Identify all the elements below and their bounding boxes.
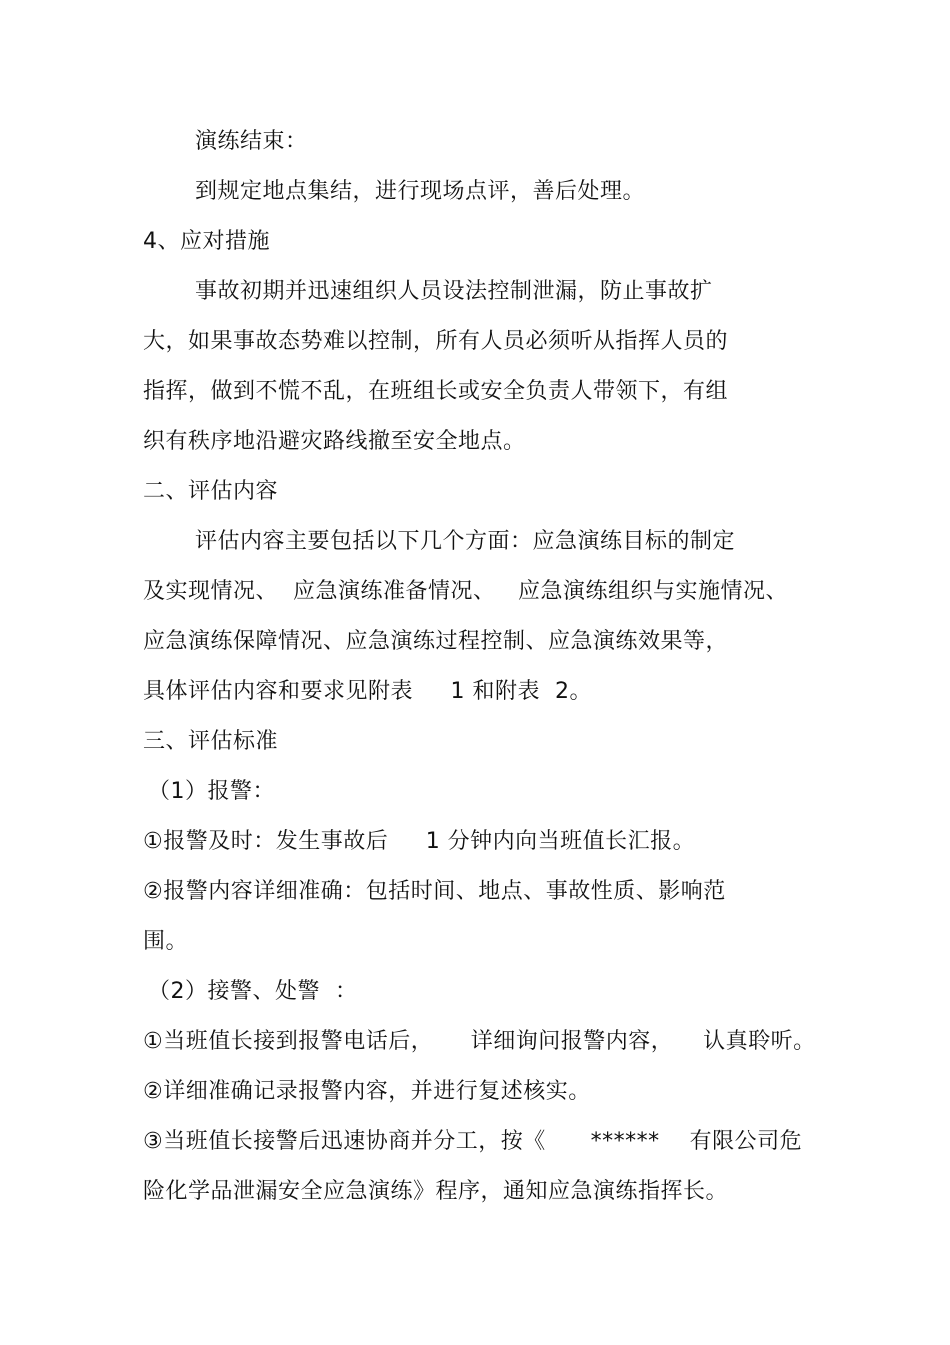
list-item: ②报警内容详细准确：包括时间、地点、事故性质、影响范 <box>143 879 726 904</box>
list-item: ①报警及时：发生事故后 1 分钟内向当班值长汇报。 <box>143 829 696 854</box>
paragraph-line: 应急演练保障情况、应急演练过程控制、应急演练效果等， <box>143 629 729 654</box>
paragraph-line: 具体评估内容和要求见附表 1 和附表 2。 <box>143 679 592 704</box>
section-heading: 二、评估内容 <box>143 479 279 504</box>
paragraph-line: 及实现情况、 应急演练准备情况、 应急演练组织与实施情况、 <box>143 579 788 604</box>
section-heading: 三、评估标准 <box>143 729 279 754</box>
paragraph-line: 大，如果事故态势难以控制，所有人员必须听从指挥人员的 <box>143 329 729 354</box>
list-item: ②详细准确记录报警内容，并进行复述核实。 <box>143 1079 591 1104</box>
paragraph-line: 到规定地点集结，进行现场点评，善后处理。 <box>195 179 646 204</box>
subsection-heading: （2）接警、处警 ： <box>148 979 358 1004</box>
paragraph-line: 织有秩序地沿避灾路线撤至安全地点。 <box>143 429 526 454</box>
list-item-continuation: 险化学品泄漏安全应急演练》程序，通知应急演练指挥长。 <box>143 1179 729 1204</box>
list-item: ③当班值长接警后迅速协商并分工，按《 ****** 有限公司危 <box>143 1129 803 1154</box>
paragraph-line: 事故初期并迅速组织人员设法控制泄漏，防止事故扩 <box>195 279 713 304</box>
subsection-heading: （1）报警： <box>148 779 275 804</box>
list-item: ①当班值长接到报警电话后， 详细询问报警内容， 认真聆听。 <box>143 1029 816 1054</box>
paragraph-line: 评估内容主要包括以下几个方面：应急演练目标的制定 <box>195 529 736 554</box>
paragraph-line: 指挥，做到不慌不乱，在班组长或安全负责人带领下，有组 <box>143 379 729 404</box>
paragraph-line: 演练结束： <box>195 129 308 154</box>
list-item-continuation: 围。 <box>143 929 189 954</box>
section-heading: 4、应对措施 <box>143 229 270 254</box>
